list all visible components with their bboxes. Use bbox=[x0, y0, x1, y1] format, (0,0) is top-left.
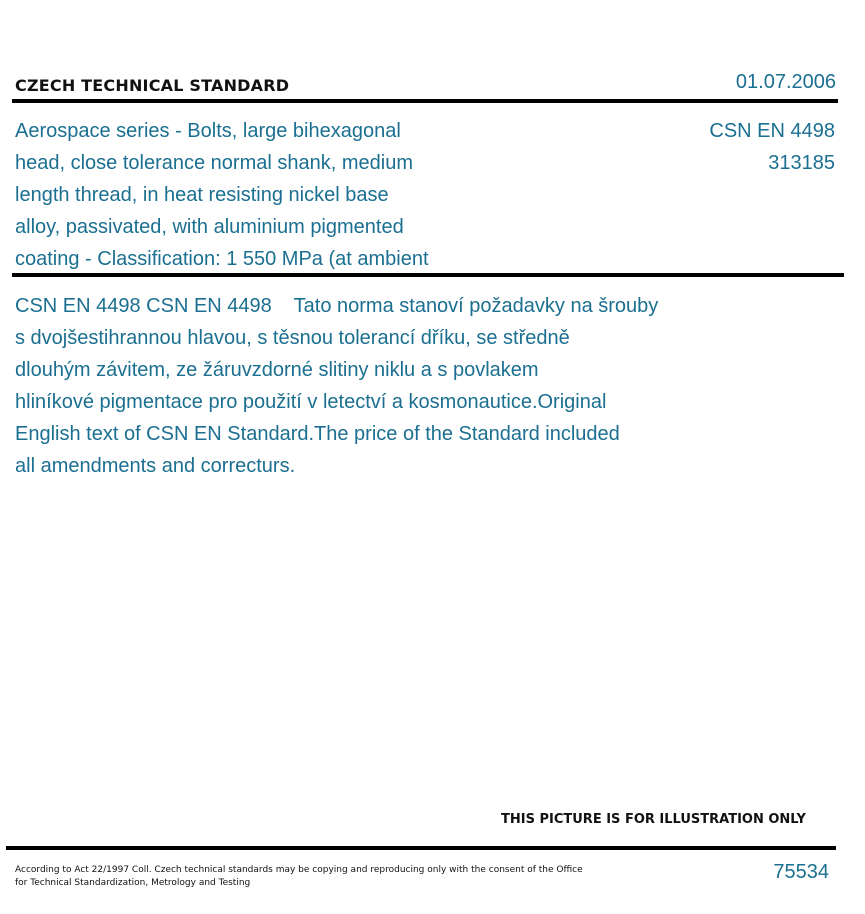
footer-divider bbox=[6, 846, 836, 850]
publication-date: 01.07.2006 bbox=[735, 71, 836, 93]
description-line: s dvojšestihrannou hlavou, s těsnou tolerancí dříku, se středně bbox=[15, 327, 570, 349]
illustration-note: THIS PICTURE IS FOR ILLUSTRATION ONLY bbox=[501, 812, 806, 827]
header-divider bbox=[12, 99, 838, 103]
catalog-id: 75534 bbox=[773, 861, 829, 883]
document-type-label: CZECH TECHNICAL STANDARD bbox=[15, 76, 290, 95]
title-line: length thread, in heat resisting nickel base bbox=[15, 184, 389, 206]
standard-number: 313185 bbox=[768, 152, 835, 174]
description-line: dlouhým závitem, ze žáruvzdorné slitiny niklu a s povlakem bbox=[15, 359, 539, 381]
legal-notice bbox=[15, 864, 615, 890]
title-line: coating - Classification: 1 550 MPa (at ambient bbox=[15, 248, 429, 270]
legal-notice-line: for Technical Standardization, Metrology and Testing bbox=[15, 878, 251, 888]
description-line: English text of CSN EN Standard.The price of the Standard included bbox=[15, 423, 620, 445]
standard-code: CSN EN 4498 bbox=[709, 120, 835, 142]
description-line: all amendments and correcturs. bbox=[15, 455, 296, 477]
legal-notice-line: According to Act 22/1997 Coll. Czech technical standards may be copying and reproducing only with the consent of the Office bbox=[15, 865, 583, 875]
title-line: head, close tolerance normal shank, medium bbox=[15, 152, 413, 174]
title-line: Aerospace series - Bolts, large bihexagonal bbox=[15, 120, 401, 142]
standard-title bbox=[15, 115, 495, 275]
title-divider bbox=[12, 273, 844, 277]
standard-description bbox=[15, 290, 735, 482]
title-line: alloy, passivated, with aluminium pigmented bbox=[15, 216, 404, 238]
description-line: CSN EN 4498 CSN EN 4498 Tato norma stanoví požadavky na šrouby bbox=[15, 295, 659, 317]
standard-identifier bbox=[709, 115, 835, 179]
description-line: hliníkové pigmentace pro použití v letectví a kosmonautice.Original bbox=[15, 391, 607, 413]
